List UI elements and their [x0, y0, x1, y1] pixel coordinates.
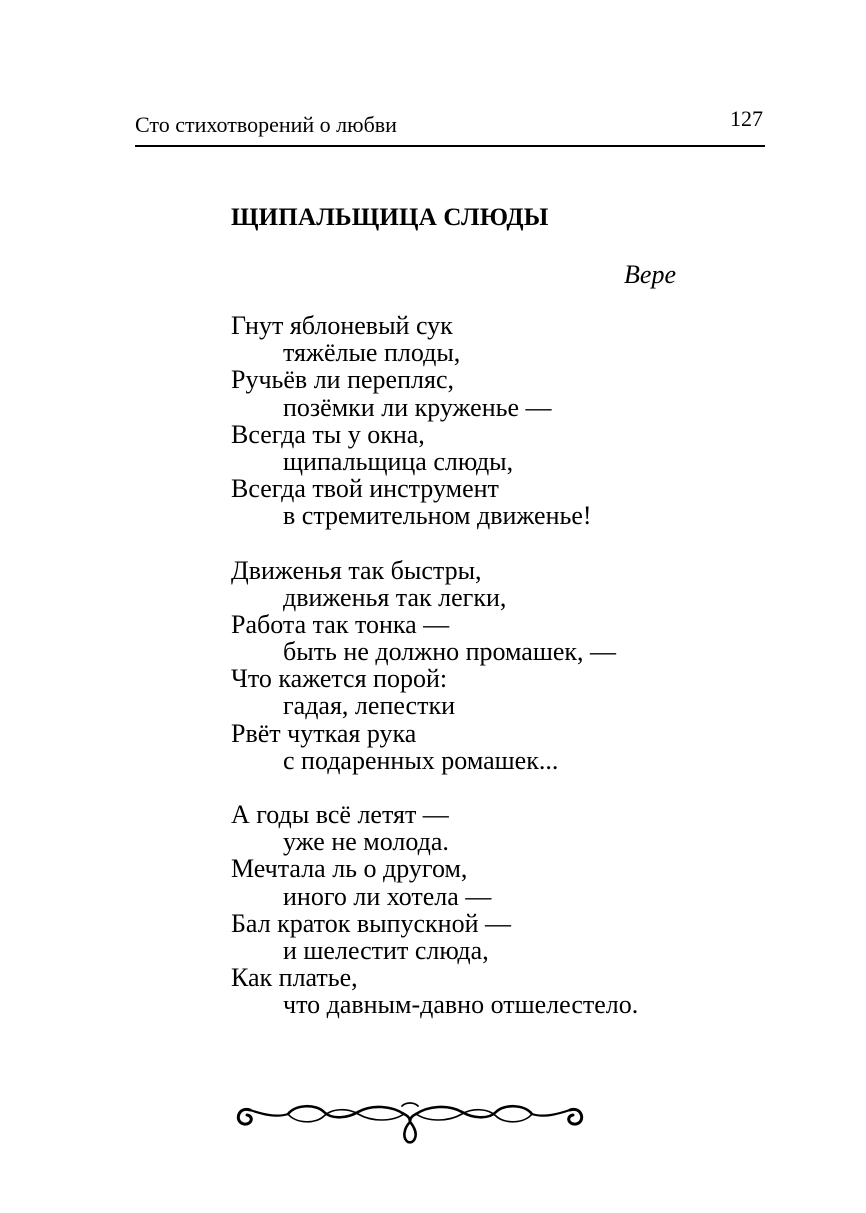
scroll-flourish-ornament-icon — [232, 1092, 588, 1148]
verse-line: Всегда ты у окна, — [231, 419, 425, 449]
stanza-3 — [231, 801, 751, 1019]
verse-line: и шелестит слюда, — [283, 935, 489, 965]
poem-title: ЩИПАЛЬЩИЦА СЛЮДЫ — [231, 204, 549, 231]
verse-line: Всегда твой инструмент — [231, 474, 499, 504]
verse-line: что давным-давно отшелестело. — [283, 990, 639, 1020]
verse-line: быть не должно промашек, — — [283, 637, 617, 667]
verse-line: иного ли хотела — — [283, 881, 492, 911]
verse-line: позёмки ли круженье — — [283, 392, 552, 422]
verse-line: уже не молода. — [283, 827, 449, 857]
verse-line: тяжёлые плоды, — [283, 338, 461, 368]
verse-line: Ручьёв ли перепляс, — [231, 365, 454, 395]
page-number: 127 — [730, 106, 763, 131]
verse-line: движенья так легки, — [283, 582, 507, 612]
verse-line: гадая, лепестки — [283, 691, 455, 721]
verse-line: Как платье, — [231, 963, 358, 993]
header-rule — [135, 145, 765, 147]
stanza-1 — [231, 312, 751, 530]
verse-line: Рвёт чуткая рука — [231, 718, 417, 748]
running-head — [135, 106, 765, 140]
verse-line: Работа так тонка — — [231, 609, 450, 639]
verse-line: Мечтала ль о другом, — [231, 854, 468, 884]
verse-line: Бал краток выпускной — — [231, 908, 511, 938]
poem-body — [231, 312, 751, 1046]
verse-line: с подаренных ромашек... — [283, 745, 559, 775]
verse-line: А годы всё летят — — [231, 800, 449, 829]
stanza-2 — [231, 557, 751, 775]
verse-line: щипальщица слюды, — [283, 446, 514, 476]
running-title: Сто стихотворений о любви — [135, 112, 397, 137]
verse-line: Движенья так быстры, — [231, 555, 482, 585]
verse-line: Гнут яблоневый сук — [231, 311, 453, 340]
verse-line: в стремительном движенье! — [283, 501, 592, 531]
poem-dedication: Вере — [624, 260, 676, 289]
verse-line: Что кажется порой: — [231, 664, 448, 694]
